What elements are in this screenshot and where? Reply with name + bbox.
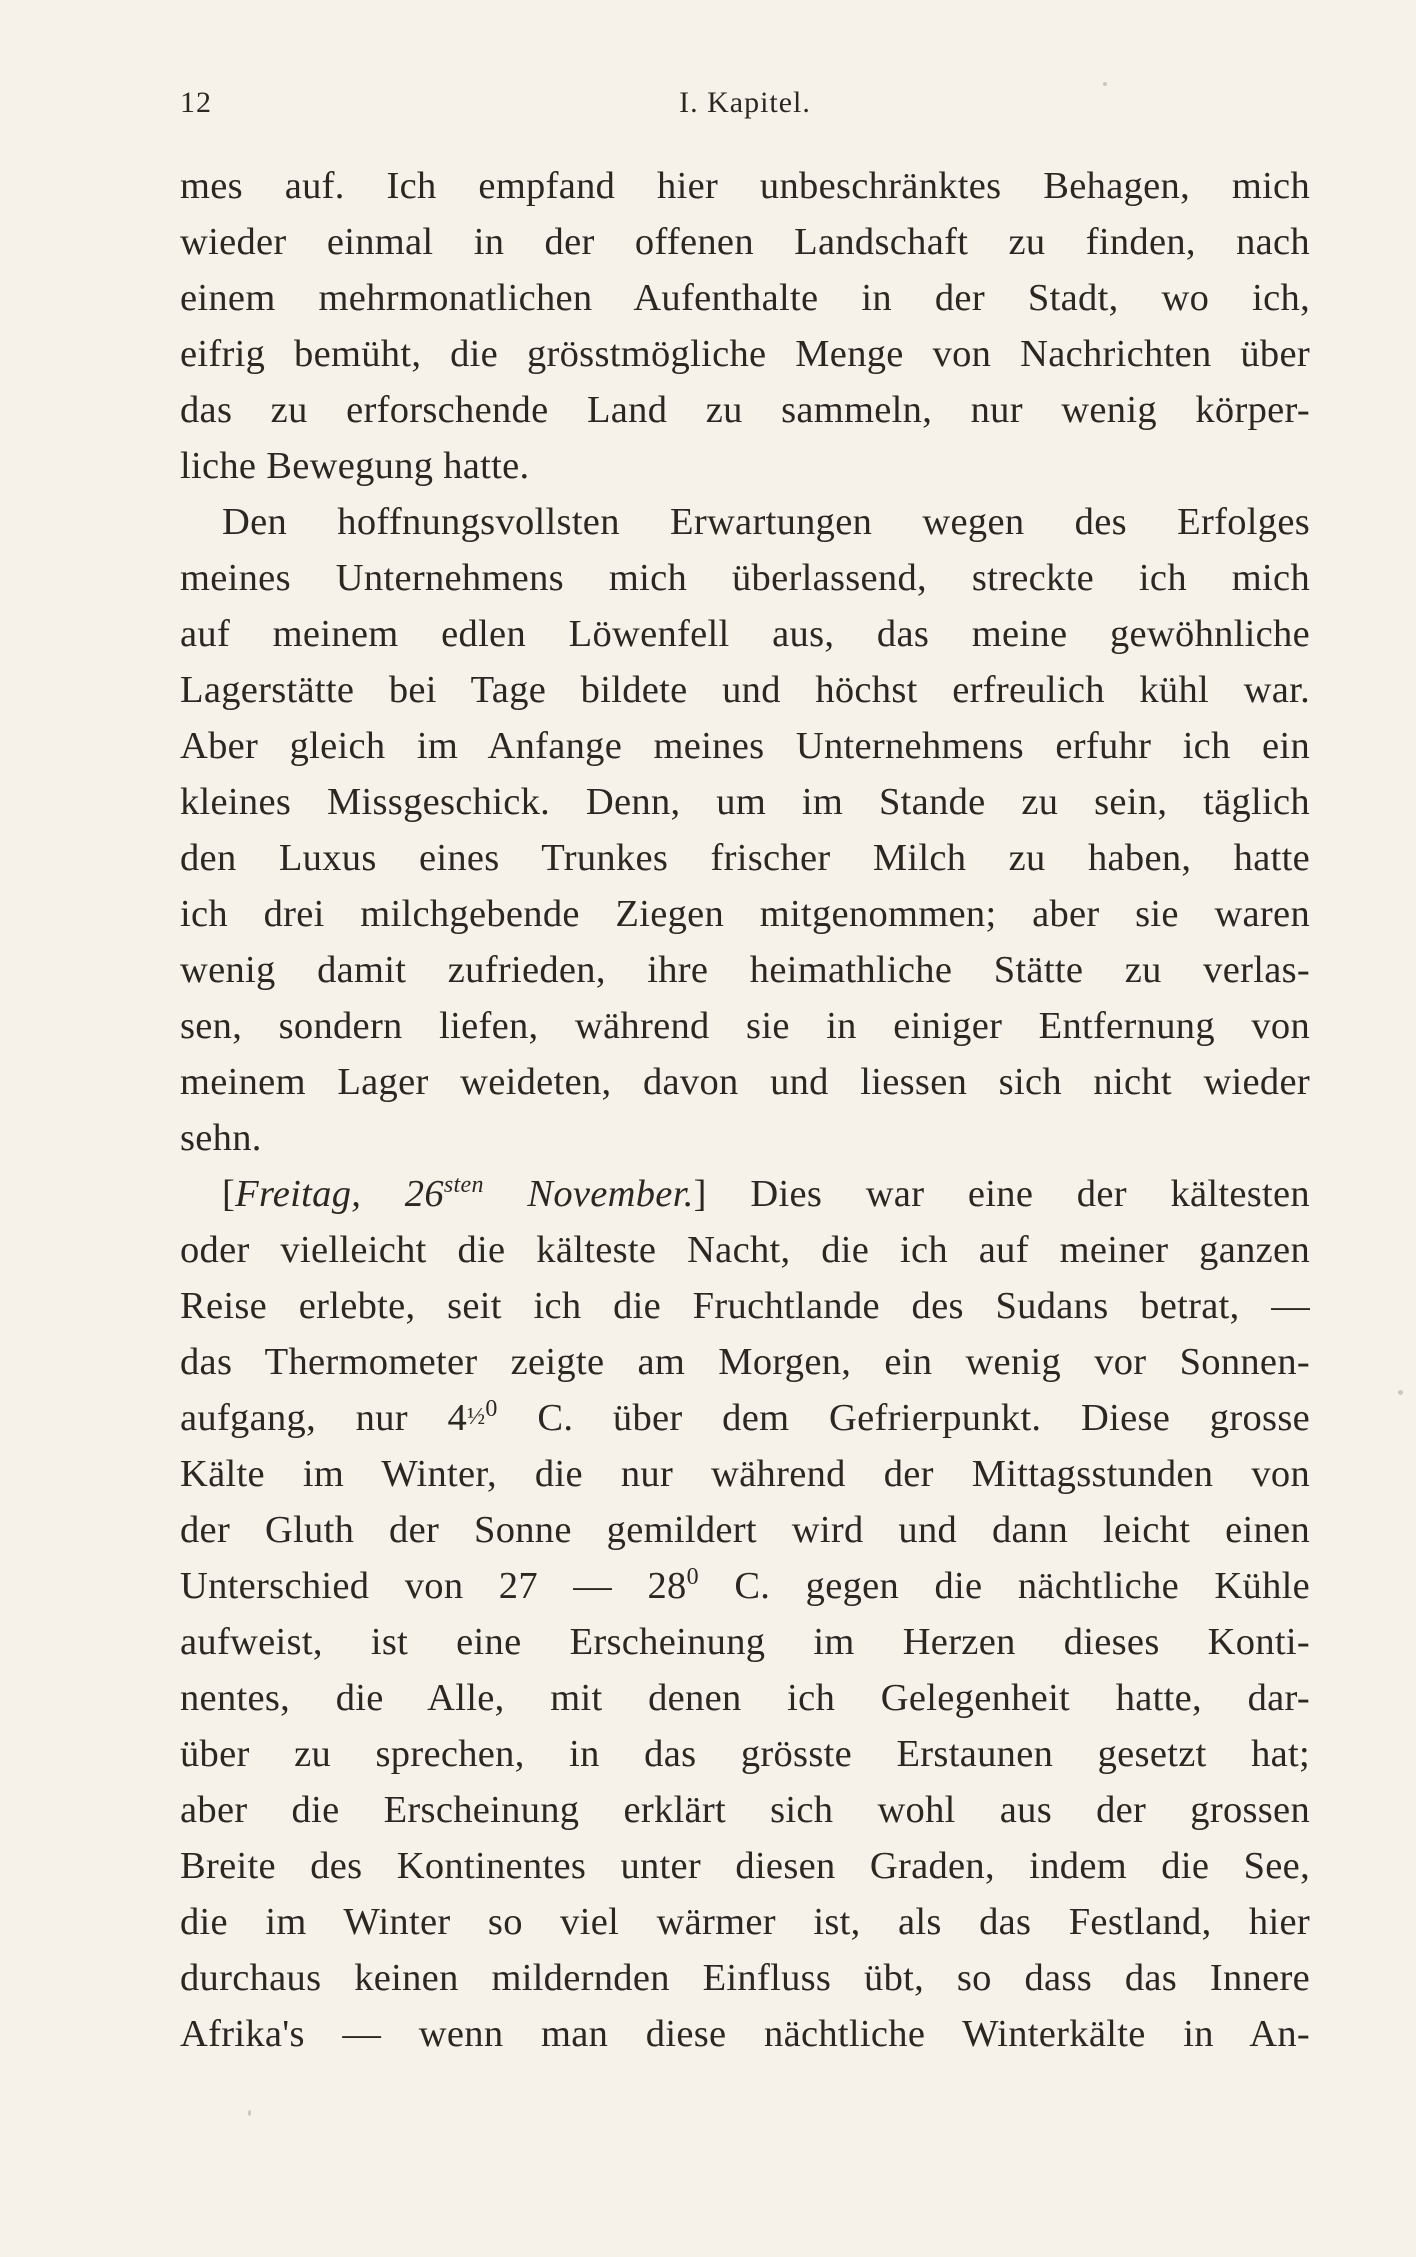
text-line: oder vielleicht die kälteste Nacht, die ich auf meiner ganzen bbox=[180, 1229, 1310, 1271]
text-line: Reise erlebte, seit ich die Fruchtlande des Sudans betrat, — bbox=[180, 1285, 1310, 1327]
text-line-temperature bbox=[180, 1558, 1310, 1614]
date-day: Freitag, 26 bbox=[235, 1173, 444, 1215]
text-line: durchaus keinen mildernden Einfluss übt, so dass das Innere bbox=[180, 1957, 1310, 1999]
bracket-open: [ bbox=[222, 1173, 236, 1215]
text-line: Afrika's — wenn man diese nächtliche Winterkälte in An- bbox=[180, 2013, 1310, 2055]
date-entry-text: Dies war eine der kältesten bbox=[706, 1173, 1310, 1215]
degree-mark: 0 bbox=[686, 1564, 699, 1590]
body-text bbox=[180, 158, 1310, 2062]
date-suffix: sten bbox=[443, 1172, 484, 1198]
text-line-temperature bbox=[180, 1390, 1310, 1446]
text-segment: C. gegen die nächtliche Kühle bbox=[698, 1565, 1311, 1607]
text-line: eifrig bemüht, die grösstmögliche Menge von Nachrichten über bbox=[180, 333, 1310, 375]
text-line: das zu erforschende Land zu sammeln, nur wenig körper- bbox=[180, 389, 1310, 431]
text-line: auf meinem edlen Löwenfell aus, das meine gewöhnliche bbox=[180, 613, 1310, 655]
text-segment: aufgang, nur 4 bbox=[180, 1397, 468, 1439]
text-line: der Gluth der Sonne gemildert wird und dann leicht einen bbox=[180, 1509, 1310, 1551]
page-number: 12 bbox=[180, 86, 212, 119]
text-line: die im Winter so viel wärmer ist, als das Festland, hier bbox=[180, 1901, 1310, 1943]
text-line: meines Unternehmens mich überlassend, streckte ich mich bbox=[180, 557, 1310, 599]
page-header bbox=[180, 86, 1310, 126]
fraction: ½ bbox=[467, 1404, 486, 1430]
text-line-date-entry bbox=[180, 1166, 1310, 1222]
text-line: über zu sprechen, in das grösste Erstaunen gesetzt hat; bbox=[180, 1733, 1310, 1775]
paper-speck bbox=[1103, 82, 1107, 86]
text-line: meinem Lager weideten, davon und liessen sich nicht wieder bbox=[180, 1061, 1310, 1103]
text-line: wenig damit zufrieden, ihre heimathliche Stätte zu verlas- bbox=[180, 949, 1310, 991]
paper-speck bbox=[248, 2110, 251, 2116]
paper-speck bbox=[1398, 1390, 1403, 1395]
text-segment: C. über dem Gefrierpunkt. Diese grosse bbox=[497, 1397, 1310, 1439]
text-line: Breite des Kontinentes unter diesen Graden, indem die See, bbox=[180, 1845, 1310, 1887]
text-segment: Unterschied von 27 — 28 bbox=[180, 1565, 687, 1607]
date-month: November. bbox=[483, 1173, 694, 1215]
text-line: den Luxus eines Trunkes frischer Milch zu haben, hatte bbox=[180, 837, 1310, 879]
text-line: mes auf. Ich empfand hier unbeschränktes Behagen, mich bbox=[180, 165, 1310, 207]
text-line: nentes, die Alle, mit denen ich Gelegenheit hatte, dar- bbox=[180, 1677, 1310, 1719]
text-line: Aber gleich im Anfange meines Unternehmens erfuhr ich ein bbox=[180, 725, 1310, 767]
text-line: sehn. bbox=[180, 1117, 262, 1159]
text-line: aber die Erscheinung erklärt sich wohl aus der grossen bbox=[180, 1789, 1310, 1831]
degree-mark: 0 bbox=[485, 1396, 498, 1422]
text-line: sen, sondern liefen, während sie in einiger Entfernung von bbox=[180, 1005, 1310, 1047]
text-line: kleines Missgeschick. Denn, um im Stande zu sein, täglich bbox=[180, 781, 1310, 823]
text-line: ich drei milchgebende Ziegen mitgenommen; aber sie waren bbox=[180, 893, 1310, 935]
text-line: Kälte im Winter, die nur während der Mittagsstunden von bbox=[180, 1453, 1310, 1495]
bracket-close: ] bbox=[693, 1173, 707, 1215]
text-line: das Thermometer zeigte am Morgen, ein wenig vor Sonnen- bbox=[180, 1341, 1310, 1383]
text-line: Den hoffnungsvollsten Erwartungen wegen des Erfolges bbox=[222, 501, 1310, 543]
text-line: wieder einmal in der offenen Landschaft zu finden, nach bbox=[180, 221, 1310, 263]
text-line: Lagerstätte bei Tage bildete und höchst erfreulich kühl war. bbox=[180, 669, 1310, 711]
text-line: einem mehrmonatlichen Aufenthalte in der Stadt, wo ich, bbox=[180, 277, 1310, 319]
text-line: liche Bewegung hatte. bbox=[180, 445, 530, 487]
text-line: aufweist, ist eine Erscheinung im Herzen dieses Konti- bbox=[180, 1621, 1310, 1663]
running-head: I. Kapitel. bbox=[679, 86, 811, 119]
